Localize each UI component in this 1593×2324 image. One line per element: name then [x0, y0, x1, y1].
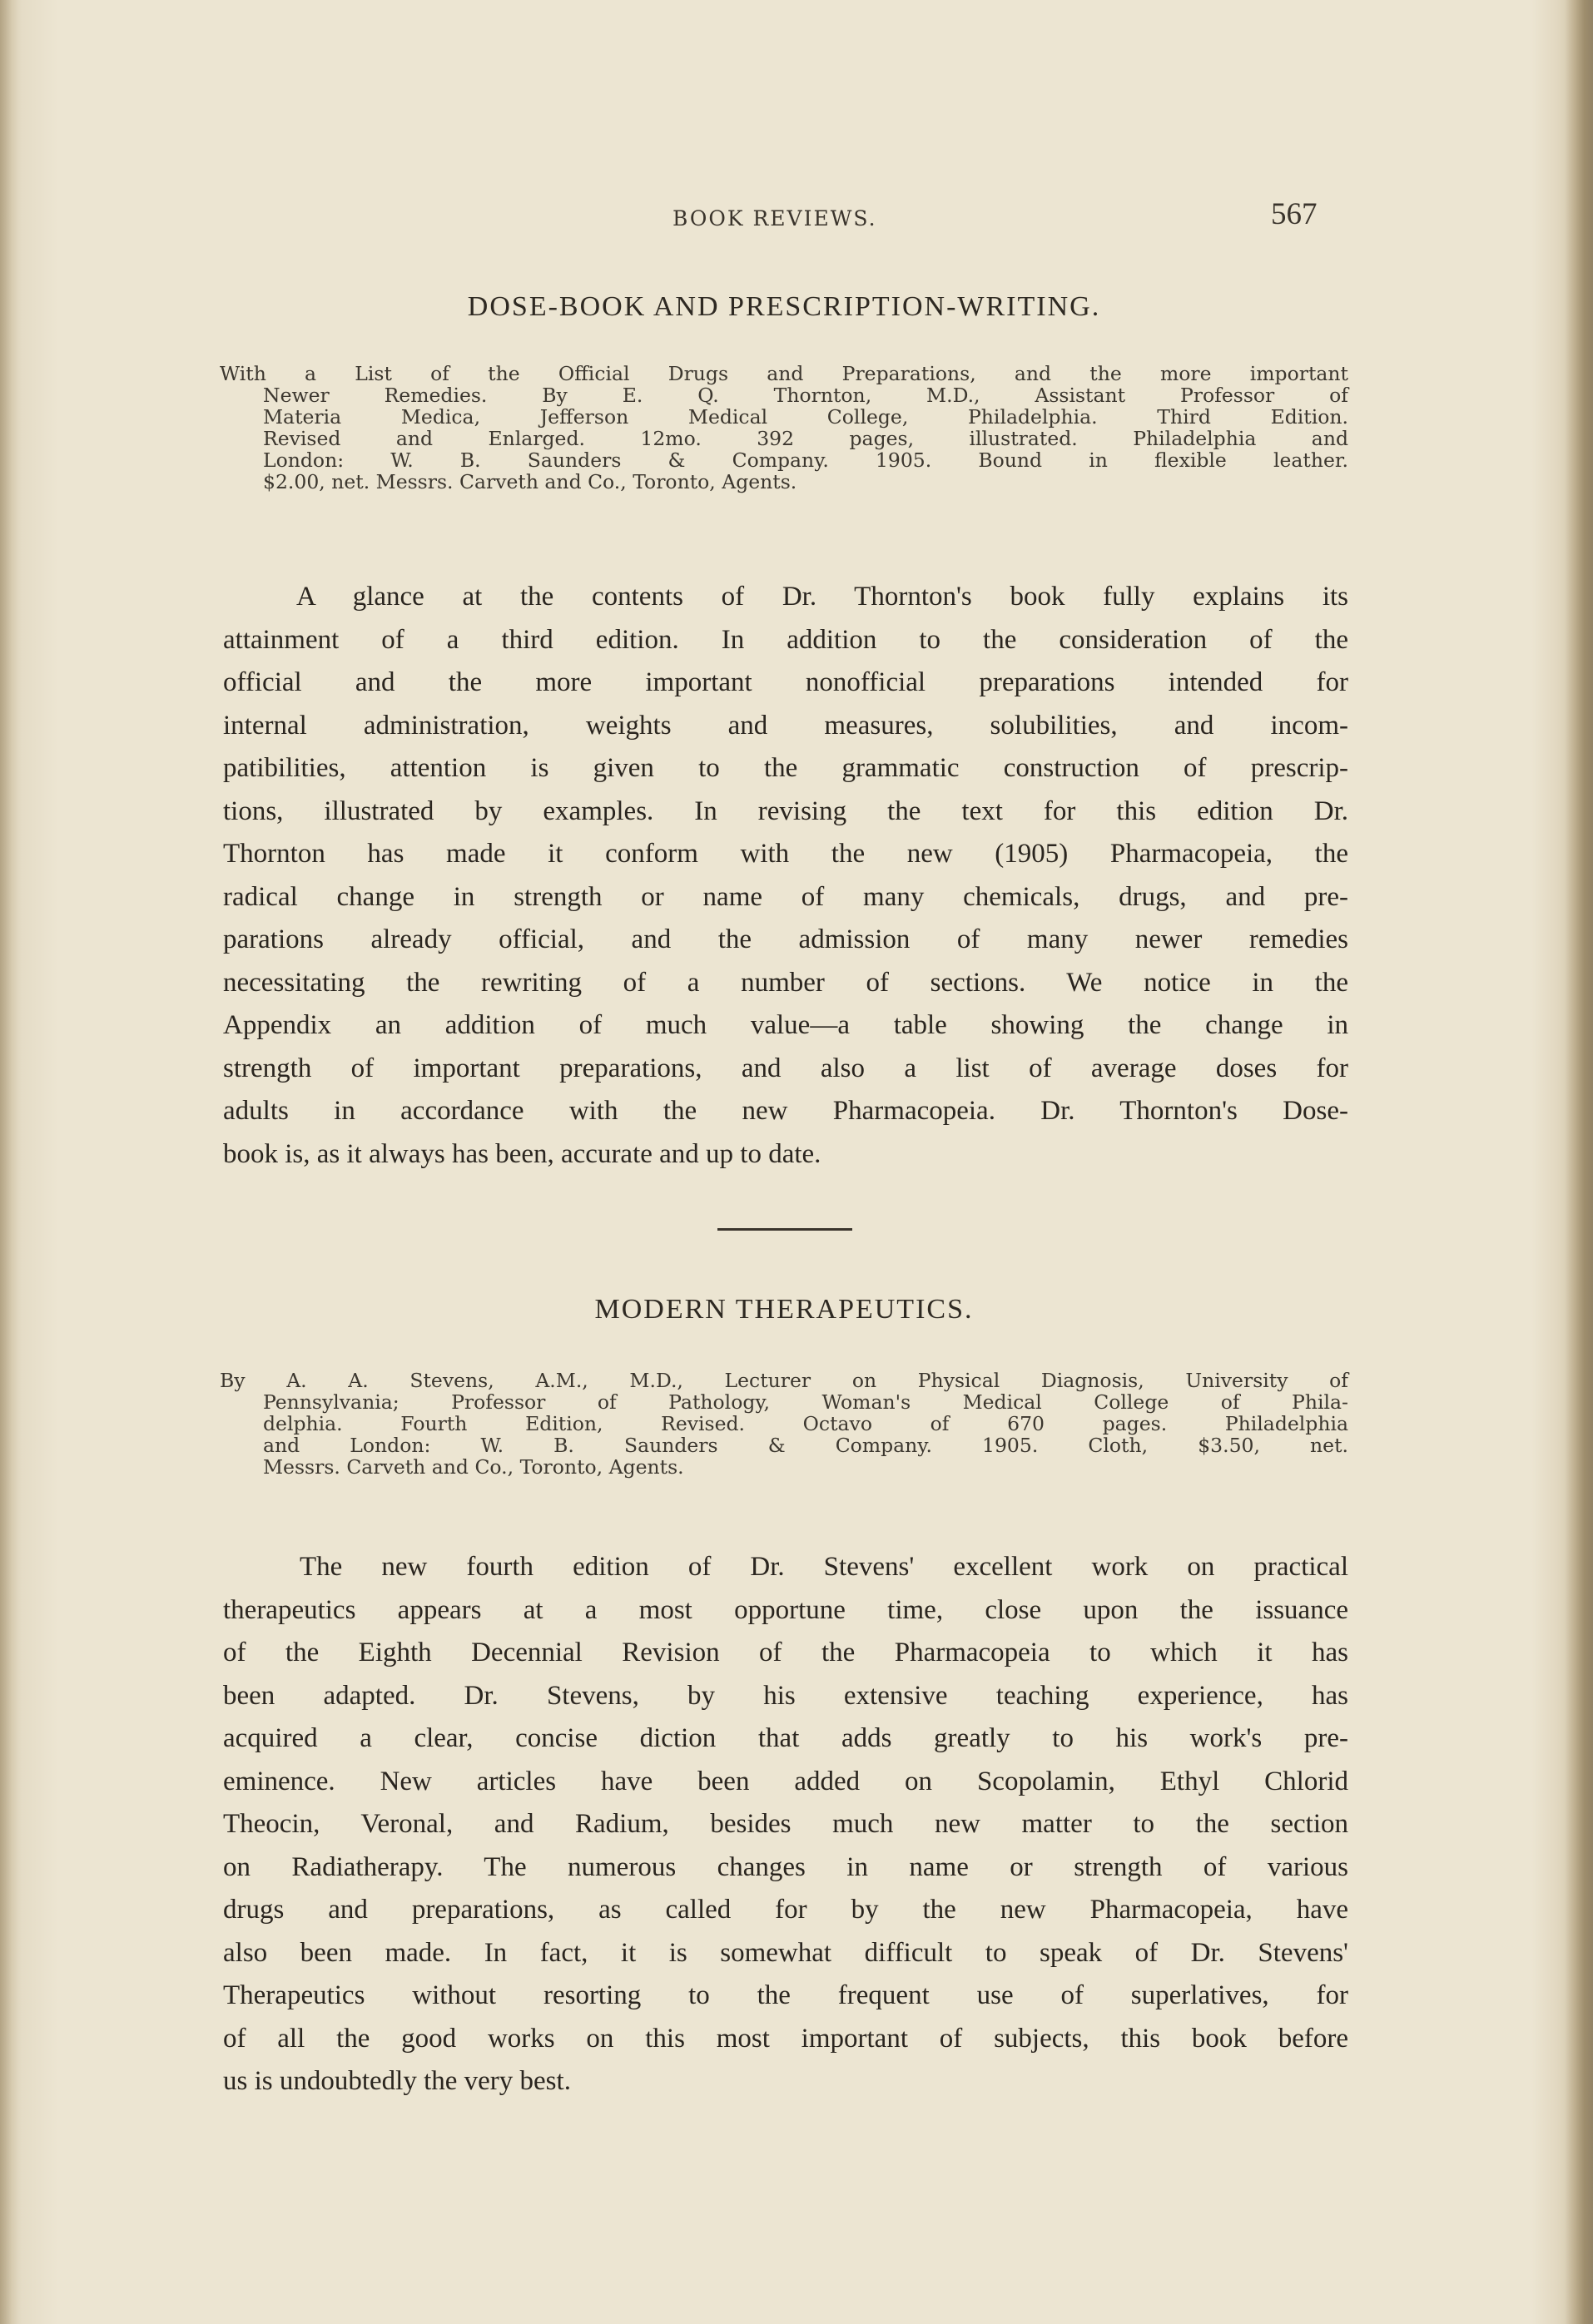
citation-line: Revised and Enlarged. 12mo. 392 pages, illustrated. Philadelphia and: [263, 427, 1348, 450]
body-line: Therapeutics without resorting to the frequent use of superlatives, for: [223, 1980, 1348, 2010]
citation-line: With a List of the Official Drugs and Preparations, and the more important: [220, 362, 1348, 385]
running-head: BOOK REVIEWS.: [672, 206, 877, 230]
body-line: official and the more important nonofficial preparations intended for: [223, 667, 1348, 697]
page-number: 567: [1271, 197, 1318, 231]
body-line: also been made. In fact, it is somewhat difficult to speak of Dr. Stevens': [223, 1937, 1348, 1968]
body-line: acquired a clear, concise diction that adds greatly to his work's pre-: [223, 1723, 1348, 1753]
body-line: Thornton has made it conform with the new (1905) Pharmacopeia, the: [223, 839, 1348, 869]
body-line: Appendix an addition of much value—a table showing the change in: [223, 1010, 1348, 1040]
body-line: necessitating the rewriting of a number of sections. We notice in the: [223, 967, 1348, 998]
body-line: of all the good works on this most important of subjects, this book before: [223, 2023, 1348, 2054]
page-edge-shadow: [1565, 0, 1593, 2324]
review2-body: [223, 1546, 1348, 2103]
citation-line: Newer Remedies. By E. Q. Thornton, M.D., Assistant Professor of: [263, 384, 1348, 407]
citation-line: Materia Medica, Jefferson Medical College, Philadelphia. Third Edition.: [263, 405, 1348, 429]
citation-line: By A. A. Stevens, A.M., M.D., Lecturer on Physical Diagnosis, University of: [220, 1369, 1348, 1392]
citation-line: $2.00, net. Messrs. Carveth and Co., Toronto, Agents.: [263, 470, 797, 493]
body-line: parations already official, and the admission of many newer remedies: [223, 924, 1348, 954]
body-line: eminence. New articles have been added on Scopolamin, Ethyl Chlorid: [223, 1766, 1348, 1796]
review1-body: [223, 576, 1348, 1176]
body-line: us is undoubtedly the very best.: [223, 2066, 571, 2096]
body-line: adults in accordance with the new Pharmacopeia. Dr. Thornton's Dose-: [223, 1096, 1348, 1126]
body-line: patibilities, attention is given to the grammatic construction of prescrip-: [223, 753, 1348, 783]
citation-line: delphia. Fourth Edition, Revised. Octavo of 670 pages. Philadelphia: [263, 1412, 1348, 1435]
body-line: drugs and preparations, as called for by the new Pharmacopeia, have: [223, 1895, 1348, 1925]
citation-line: Messrs. Carveth and Co., Toronto, Agents.: [263, 1455, 684, 1479]
review1-citation: [220, 363, 1348, 493]
review2-citation: [220, 1370, 1348, 1478]
body-line: attainment of a third edition. In addition to the consideration of the: [223, 624, 1348, 655]
body-line: radical change in strength or name of many chemicals, drugs, and pre-: [223, 881, 1348, 912]
body-line: A glance at the contents of Dr. Thornton's book fully explains its: [296, 582, 1348, 612]
citation-line: and London: W. B. Saunders & Company. 1905. Cloth, $3.50, net.: [263, 1434, 1348, 1457]
page-binding-shadow: [0, 0, 22, 2324]
body-line: The new fourth edition of Dr. Stevens' excellent work on practical: [300, 1552, 1348, 1582]
citation-line: London: W. B. Saunders & Company. 1905. Bound in flexible leather.: [263, 448, 1348, 472]
body-line: on Radiatherapy. The numerous changes in name or strength of various: [223, 1851, 1348, 1882]
body-line: Theocin, Veronal, and Radium, besides much new matter to the section: [223, 1809, 1348, 1839]
review1-title: DOSE-BOOK AND PRESCRIPTION-WRITING.: [467, 291, 1101, 322]
body-line: tions, illustrated by examples. In revising the text for this edition Dr.: [223, 795, 1348, 826]
body-line: internal administration, weights and measures, solubilities, and incom-: [223, 710, 1348, 741]
citation-line: Pennsylvania; Professor of Pathology, Woman's Medical College of Phila-: [263, 1390, 1348, 1414]
section-divider: [717, 1228, 852, 1231]
review2-title: MODERN THERAPEUTICS.: [594, 1294, 974, 1325]
body-line: therapeutics appears at a most opportune time, close upon the issuance: [223, 1594, 1348, 1625]
body-line: of the Eighth Decennial Revision of the Pharmacopeia to which it has: [223, 1638, 1348, 1667]
body-line: been adapted. Dr. Stevens, by his extensive teaching experience, has: [223, 1680, 1348, 1711]
body-line: book is, as it always has been, accurate and up to date.: [223, 1138, 821, 1169]
body-line: strength of important preparations, and also a list of average doses for: [223, 1053, 1348, 1083]
